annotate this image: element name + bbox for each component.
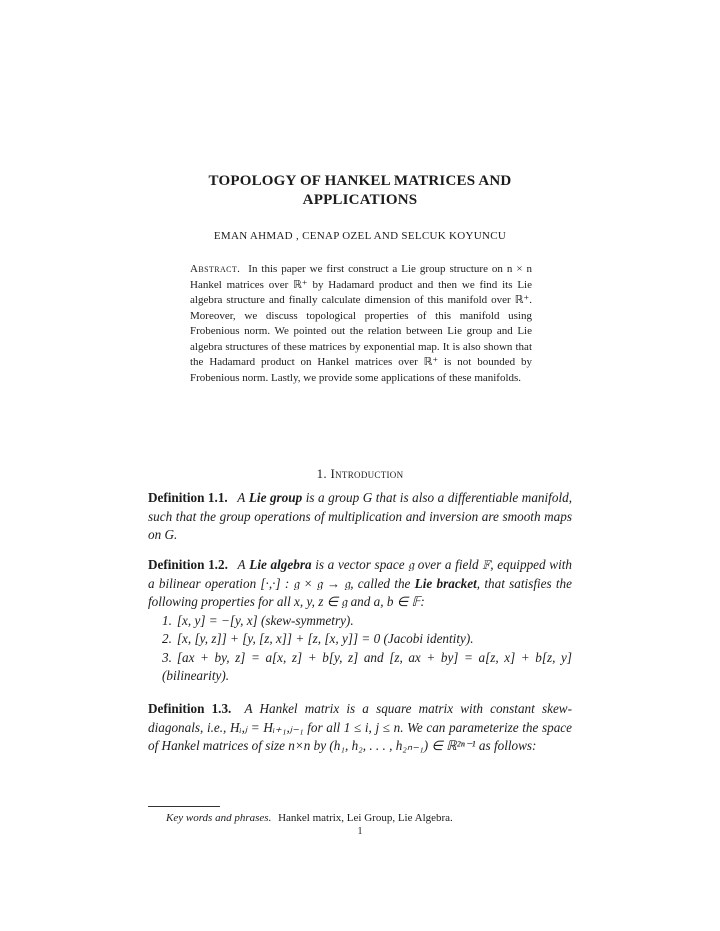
definition-1-2 [148, 556, 572, 686]
list-item [148, 612, 572, 631]
definition-pre: A [237, 557, 246, 572]
definition-heading: Definition 1.1. [148, 490, 228, 505]
item-number: 2. [162, 631, 172, 646]
definition-text-cont: , that satisfies the following properties for all x, y, z ∈ 𝔤 and a, b ∈ 𝔽: [148, 575, 573, 609]
title-line-1: TOPOLOGY OF HANKEL MATRICES AND [208, 173, 512, 189]
abstract-text: In this paper we first construct a Lie group structure on n × n Hankel matrices over ℝ⁺ by Hadamard product and then we find its Lie algebra structure and finally calculate dimension of this manifold over ℝ⁺. Moreover, we discuss topological properties of this manifold using Frobenious norm. We pointed out the relation between Lie group and Lie algebra structures of these matrices by exponential map. It is also shown that the Hadamard product on Hankel matrices over ℝ⁺ is not bounded by Frobenious norm. Lastly, we provide some applications of these manifolds. [190, 263, 532, 384]
footnote-text: Hankel matrix, Lei Group, Lie Algebra. [278, 812, 453, 824]
definition-1-3 [148, 700, 572, 756]
list-item [148, 649, 572, 686]
item-number: 1. [162, 612, 172, 628]
abstract [190, 262, 532, 386]
footnote-divider [148, 806, 220, 807]
definition-term: Lie algebra [249, 557, 312, 572]
footnote [166, 812, 566, 824]
definition-text: A Hankel matrix is a square matrix with constant skew-diagonals, i.e., Hᵢ,ⱼ = Hᵢ₊₁,ⱼ₋₁ for all 1 ≤ i, j ≤ n. We can parameterize the space of Hankel matrices of size n×n by (h₁, h₂, . . . , h₂ₙ₋₁) ∈ ℝ²ⁿ⁻¹ as follows: [148, 701, 572, 753]
author-list: EMAN AHMAD , CENAP OZEL AND SELCUK KOYUNCU [213, 230, 507, 242]
abstract-label: Abstract. [190, 263, 241, 275]
definition-pre: A [237, 490, 246, 505]
definition-heading: Definition 1.2. [148, 557, 228, 572]
paper-title [150, 172, 570, 210]
title-line-2: APPLICATIONS [302, 192, 418, 208]
property-list [148, 612, 572, 686]
item-text: [x, y] = −[y, x] (skew-symmetry). [176, 612, 354, 628]
section-heading [150, 466, 570, 482]
page-number: 1 [357, 826, 363, 837]
section-number: 1. [316, 466, 327, 481]
section-title: Introduction [330, 466, 404, 481]
item-text: [ax + by, z] = a[x, z] + b[y, z] and [z, ax + by] = a[z, x] + b[z, y] (bilinearity). [162, 649, 572, 683]
definition-heading: Definition 1.3. [148, 701, 232, 716]
footnote-label: Key words and phrases. [166, 812, 272, 824]
item-number: 3. [162, 649, 172, 665]
list-item [148, 630, 572, 649]
definition-text: is a group G that is also a differentiable manifold, such that the group operations of multiplication and inversion are smooth maps on G. [148, 490, 572, 542]
definition-text: is a vector space 𝔤 over a field 𝔽, equipped with a bilinear operation [·,·] : 𝔤 × 𝔤 → 𝔤, called the [148, 557, 572, 591]
definition-term: Lie group [248, 490, 303, 505]
definition-term-lie-bracket: Lie bracket [414, 575, 477, 591]
item-text: [x, [y, z]] + [y, [z, x]] + [z, [x, y]] = 0 (Jacobi identity). [176, 631, 474, 646]
definition-1-1 [148, 489, 572, 545]
